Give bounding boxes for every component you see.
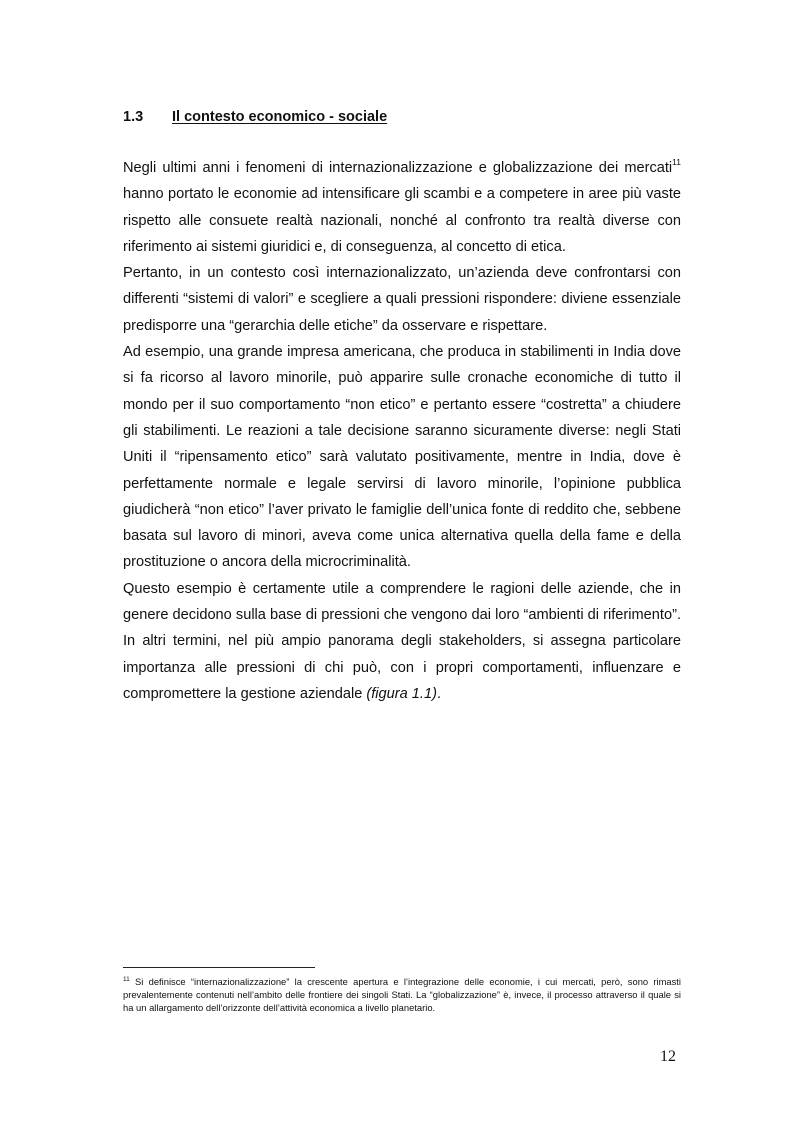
paragraph-text: Ad esempio, una grande impresa americana, che produca in stabilimenti in India dove si fa ricorso al lavoro minorile, può apparire sulle cronache economiche di tutto il mondo per il suo comportamento “non etico” e pertanto essere “costretta” a chiudere gli stabilimenti. Le reazioni a tale decisione saranno sicuramente diverse: negli Stati Uniti il “ripensamento etico” sarà valutato positivamente, mentre in India, dove è perfettamente normale e legale servirsi di lavoro minorile, l’opinione pubblica giudicherà “non etico” l’aver privato le famiglie dell’unica fonte di reddito che, sebbene basata sul lavoro di minori, aveva come unica alternativa quella della fame e della prostituzione o ancora della microcriminalità. bbox=[123, 344, 681, 571]
body-text bbox=[123, 155, 681, 707]
paragraph bbox=[123, 260, 681, 339]
footnote-reference[interactable]: 11 bbox=[672, 157, 681, 167]
footnote-text: Si definisce “internazionalizzazione” la crescente apertura e l’integrazione delle economie, i cui mercati, però, sono rimasti prevalentemente contenuti nell’ambito delle frontiere dei singoli Stati. La “globalizzazione” è, invece, il processo attraverso il quale si ha un allargamento dell’orizzonte dell’attività economica a livello planetario. bbox=[123, 976, 681, 1013]
figure-reference[interactable]: (figura 1.1) bbox=[366, 685, 437, 702]
section-number: 1.3 bbox=[123, 109, 144, 125]
section-title: Il contesto economico - sociale bbox=[172, 109, 388, 125]
paragraph bbox=[123, 339, 681, 576]
footnote-separator bbox=[123, 967, 315, 968]
paragraph-text: Pertanto, in un contesto così internazionalizzato, un’azienda deve confrontarsi con differenti “sistemi di valori” e scegliere a quali pressioni rispondere: diviene essenziale predisporre una “gerarchia delle etiche” da osservare e rispettare. bbox=[123, 265, 681, 334]
paragraph bbox=[123, 155, 681, 260]
paragraph bbox=[123, 576, 681, 707]
paragraph-text-continued: hanno portato le economie ad intensificare gli scambi e a competere in aree più vaste rispetto alle consuete realtà nazionali, nonché al confronto tra realtà diverse con riferimento ai sistemi giuridici e, di conseguenza, al concetto di etica. bbox=[123, 186, 681, 255]
section-heading bbox=[123, 109, 387, 125]
footnote-number: 11 bbox=[123, 976, 130, 983]
paragraph-text: Negli ultimi anni i fenomeni di internazionalizzazione e globalizzazione dei mercati bbox=[123, 160, 673, 176]
page-number: 12 bbox=[660, 1048, 676, 1065]
footnote bbox=[123, 975, 681, 1014]
paragraph-text: Questo esempio è certamente utile a comprendere le ragioni delle aziende, che in genere decidono sulla base di pressioni che vengono dai loro “ambienti di riferimento”. In altri termini, nel più ampio panorama degli stakeholders, si assegna particolare importanza alle pressioni di chi può, con i propri comportamenti, influenzare e compromettere la gestione aziendale bbox=[123, 580, 681, 702]
paragraph-text-continued: . bbox=[436, 685, 442, 702]
